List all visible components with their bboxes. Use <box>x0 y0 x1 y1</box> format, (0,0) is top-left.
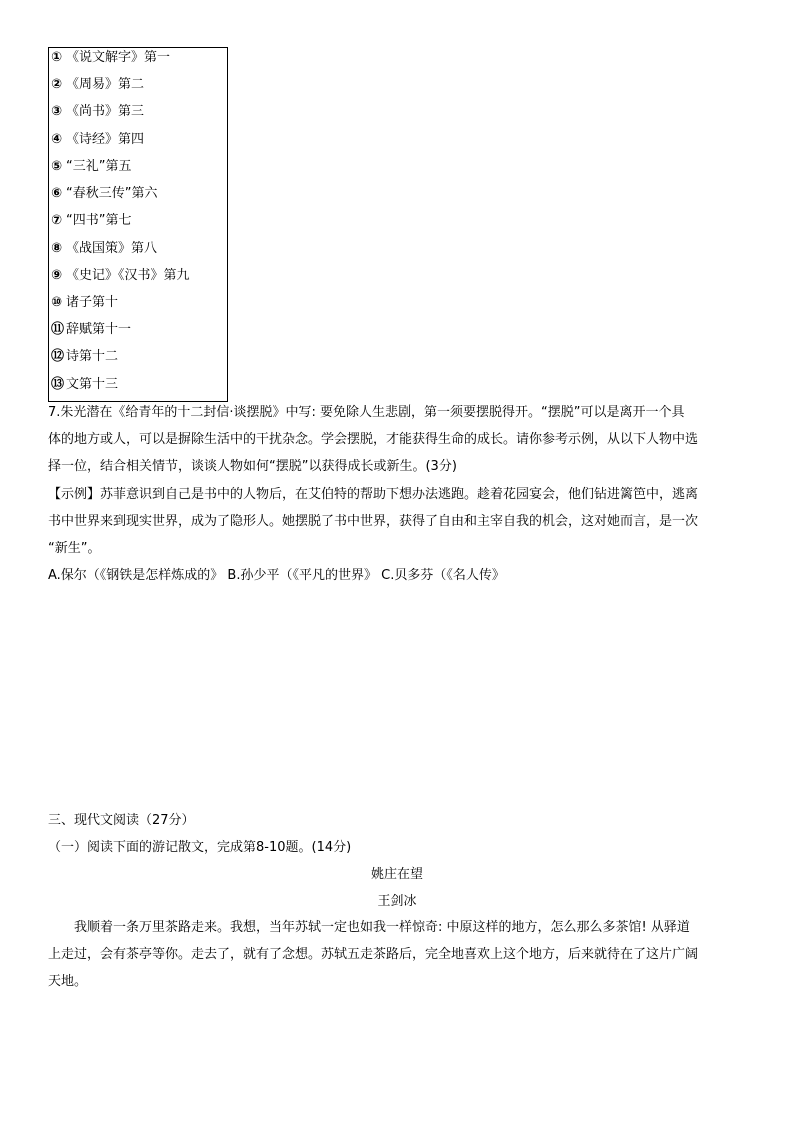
example-text: 书中世界来到现实世界，成为了隐形人。她摆脱了书中世界，获得了自由和主宰自我的机会，这对她而言，是一次 <box>48 514 699 529</box>
toc-item: ⑥ “春秋三传”第六 <box>51 186 158 201</box>
toc-item: ④ 《诗经》第四 <box>51 132 145 147</box>
example-text: 【示例】苏菲意识到自己是书中的人物后，在艾伯特的帮助下想办法逃跑。趁着花园宴会，他们钻进篱笆中，逃离 <box>48 487 699 502</box>
toc-item: ② 《周易》第二 <box>51 77 145 92</box>
article-paragraph: 上走过，会有茶亭等你。走去了，就有了念想。苏轼五走茶路后，完全地喜欢上这个地方，后来就待在了这片广阔 <box>48 947 699 962</box>
toc-item: ⑬ 文第十三 <box>51 377 119 392</box>
toc-item: ⑪ 辞赋第十一 <box>51 322 132 337</box>
example-text: “新生”。 <box>48 541 101 556</box>
toc-item: ⑩ 诸子第十 <box>51 295 119 310</box>
toc-item: ① 《说文解字》第一 <box>51 50 171 65</box>
toc-item: ⑫ 诗第十二 <box>51 349 119 364</box>
article-paragraph: 我顺着一条万里茶路走来。我想，当年苏轼一定也如我一样惊奇: 中原这样的地方，怎么那么多茶馆! 从驿道 <box>74 920 690 935</box>
article-paragraph: 天地。 <box>48 974 88 989</box>
section-heading: 三、现代文阅读（27分） <box>48 813 195 828</box>
article-title: 姚庄在望 <box>370 867 423 882</box>
toc-item: ③ 《尚书》第三 <box>51 104 145 119</box>
question-7-text: 择一位，结合相关情节，谈谈人物如何“摆脱”以获得成长或新生。(3分) <box>48 459 457 474</box>
toc-item: ⑤ “三礼”第五 <box>51 159 132 174</box>
toc-item: ⑨ 《史记》《汉书》第九 <box>51 268 190 283</box>
article-author: 王剑冰 <box>377 894 417 909</box>
section-subheading: （一）阅读下面的游记散文，完成第8-10题。(14分) <box>48 840 352 855</box>
toc-item: ⑧ 《战国策》第八 <box>51 241 158 256</box>
question-7-text: 体的地方或人，可以是摒除生活中的干扰杂念。学会摆脱，才能获得生命的成长。请你参考示例，从以下人物中选 <box>48 432 699 447</box>
answer-options: A.保尔（《钢铁是怎样炼成的》 B.孙少平（《平凡的世界》 C.贝多芬（《名人传》 <box>48 568 505 583</box>
question-7-text: 7.朱光潜在《给青年的十二封信·谈摆脱》中写: 要免除人生悲剧，第一须要摆脱得开。“摆脱”可以是离开一个具 <box>48 405 685 420</box>
toc-box <box>48 47 228 402</box>
toc-item: ⑦ “四书”第七 <box>51 213 132 228</box>
